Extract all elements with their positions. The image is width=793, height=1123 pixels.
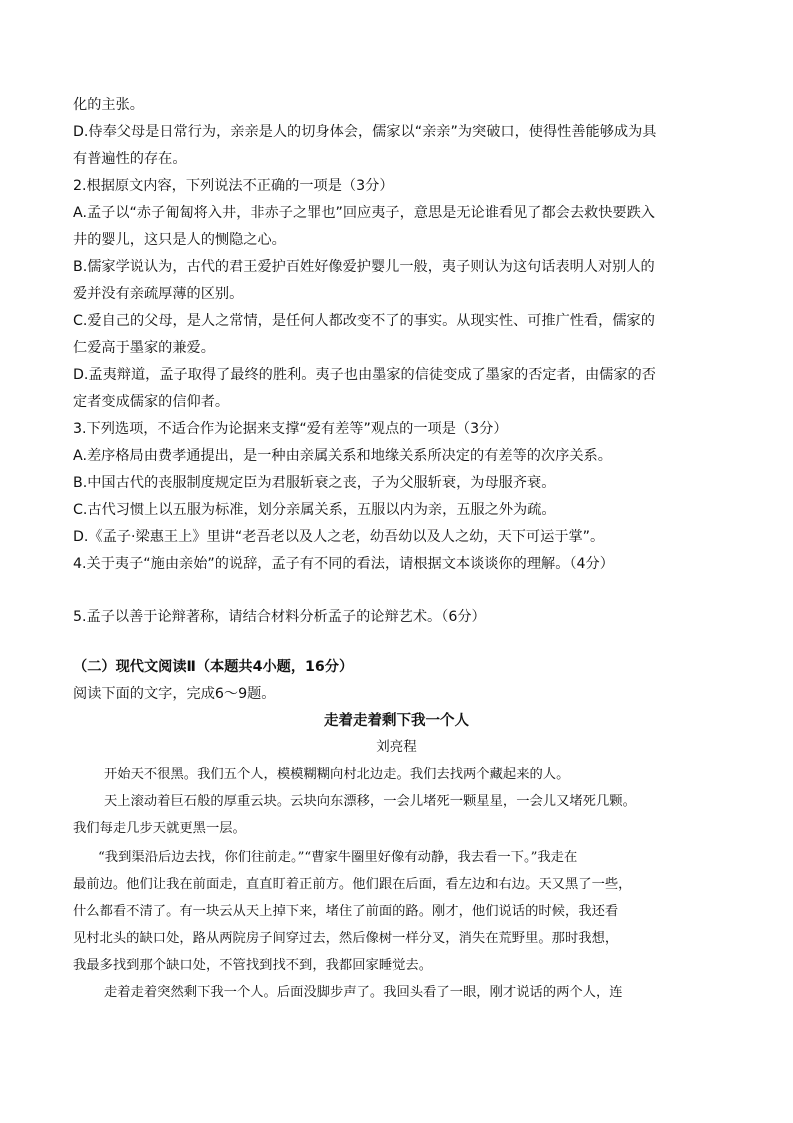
option-d-line: D.侍奉父母是日常行为，亲亲是人的切身体会，儒家以“亲亲”为突破口，使得性善能够成为具 (73, 124, 657, 140)
text-line: 有普遍性的存在。 (73, 151, 187, 167)
question-3: 3.下列选项，不适合作为论据来支撑“爱有差等”观点的一项是（3分） (73, 421, 508, 437)
section-instruction: 阅读下面的文字，完成6～9题。 (73, 686, 276, 702)
text-line: 化的主张。 (73, 97, 144, 113)
option-d-line: D.《孟子·梁惠王上》里讲“老吾老以及人之老，幼吾幼以及人之幼，天下可运于掌”。 (73, 529, 605, 545)
text-line: 爱并没有亲疏厚薄的区别。 (73, 286, 244, 302)
section-header: （二）现代文阅读Ⅱ（本题共4小题，16分） (73, 659, 354, 675)
text-line: 仁爱高于墨家的兼爱。 (73, 340, 215, 356)
option-b-line: B.儒家学说认为，古代的君王爱护百姓好像爱护婴儿一般，夷子则认为这句话表明人对别人的 (73, 259, 655, 275)
story-line: 什么都看不清了。有一块云从天上掉下来，堵住了前面的路。刚才，他们说话的时候，我还看 (73, 904, 619, 919)
option-a-line: A.差序格局由费孝通提出，是一种由亲属关系和地缘关系所决定的有差等的次序关系。 (73, 448, 612, 464)
story-line: 开始天不很黑。我们五个人，模模糊糊向村北边走。我们去找两个藏起来的人。 (104, 767, 570, 782)
story-line: 见村北头的缺口处，路从两院房子间穿过去，然后像树一样分叉，消失在荒野里。那时我想， (73, 931, 619, 946)
question-5: 5.孟子以善于论辩著称，请结合材料分析孟子的论辩艺术。（6分） (73, 609, 486, 625)
story-author: 刘亮程 (376, 739, 417, 755)
story-title: 走着走着剩下我一个人 (324, 712, 469, 729)
option-b-line: B.中国古代的丧服制度规定臣为君服斩衰之丧，子为父服斩衰，为母服齐衰。 (73, 475, 556, 491)
question-4: 4.关于夷子“施由亲始”的说辞，孟子有不同的看法，请根据文本谈谈你的理解。（4分） (73, 556, 614, 572)
story-line: 我们每走几步天就更黑一层。 (73, 821, 246, 836)
option-a-line: A.孟子以“赤子匍匐将入井，非赤子之罪也”回应夷子，意思是无论谁看见了都会去救快要跌入 (73, 205, 655, 221)
text-line: 井的婴儿，这只是人的恻隐之心。 (73, 232, 286, 248)
option-c-line: C.爱自己的父母，是人之常情，是任何人都改变不了的事实。从现实性、可推广性看，儒家的 (73, 313, 655, 329)
option-c-line: C.古代习惯上以五服为标准，划分亲属关系，五服以内为亲，五服之外为疏。 (73, 502, 556, 518)
story-line: “我到渠沿后边去找，你们往前走。”“曹家牛圈里好像有动静，我去看一下。”我走在 (98, 850, 578, 865)
option-d-line: D.孟夷辩道，孟子取得了最终的胜利。夷子也由墨家的信徒变成了墨家的否定者，由儒家的否 (73, 367, 656, 383)
text-line: 定者变成儒家的信仰者。 (73, 394, 230, 410)
story-line: 最前边。他们让我在前面走，直直盯着正前方。他们跟在后面，看左边和右边。天又黑了一些， (73, 877, 632, 892)
story-line: 走着走着突然剩下我一个人。后面没脚步声了。我回头看了一眼，刚才说话的两个人，连 (104, 985, 623, 1000)
question-2: 2.根据原文内容，下列说法不正确的一项是（3分） (73, 178, 394, 194)
story-line: 天上滚动着巨石般的厚重云块。云块向东漂移，一会儿堵死一颗星星，一会儿又堵死几颗。 (104, 794, 636, 809)
story-line: 我最多找到那个缺口处，不管找到找不到，我都回家睡觉去。 (73, 958, 433, 973)
